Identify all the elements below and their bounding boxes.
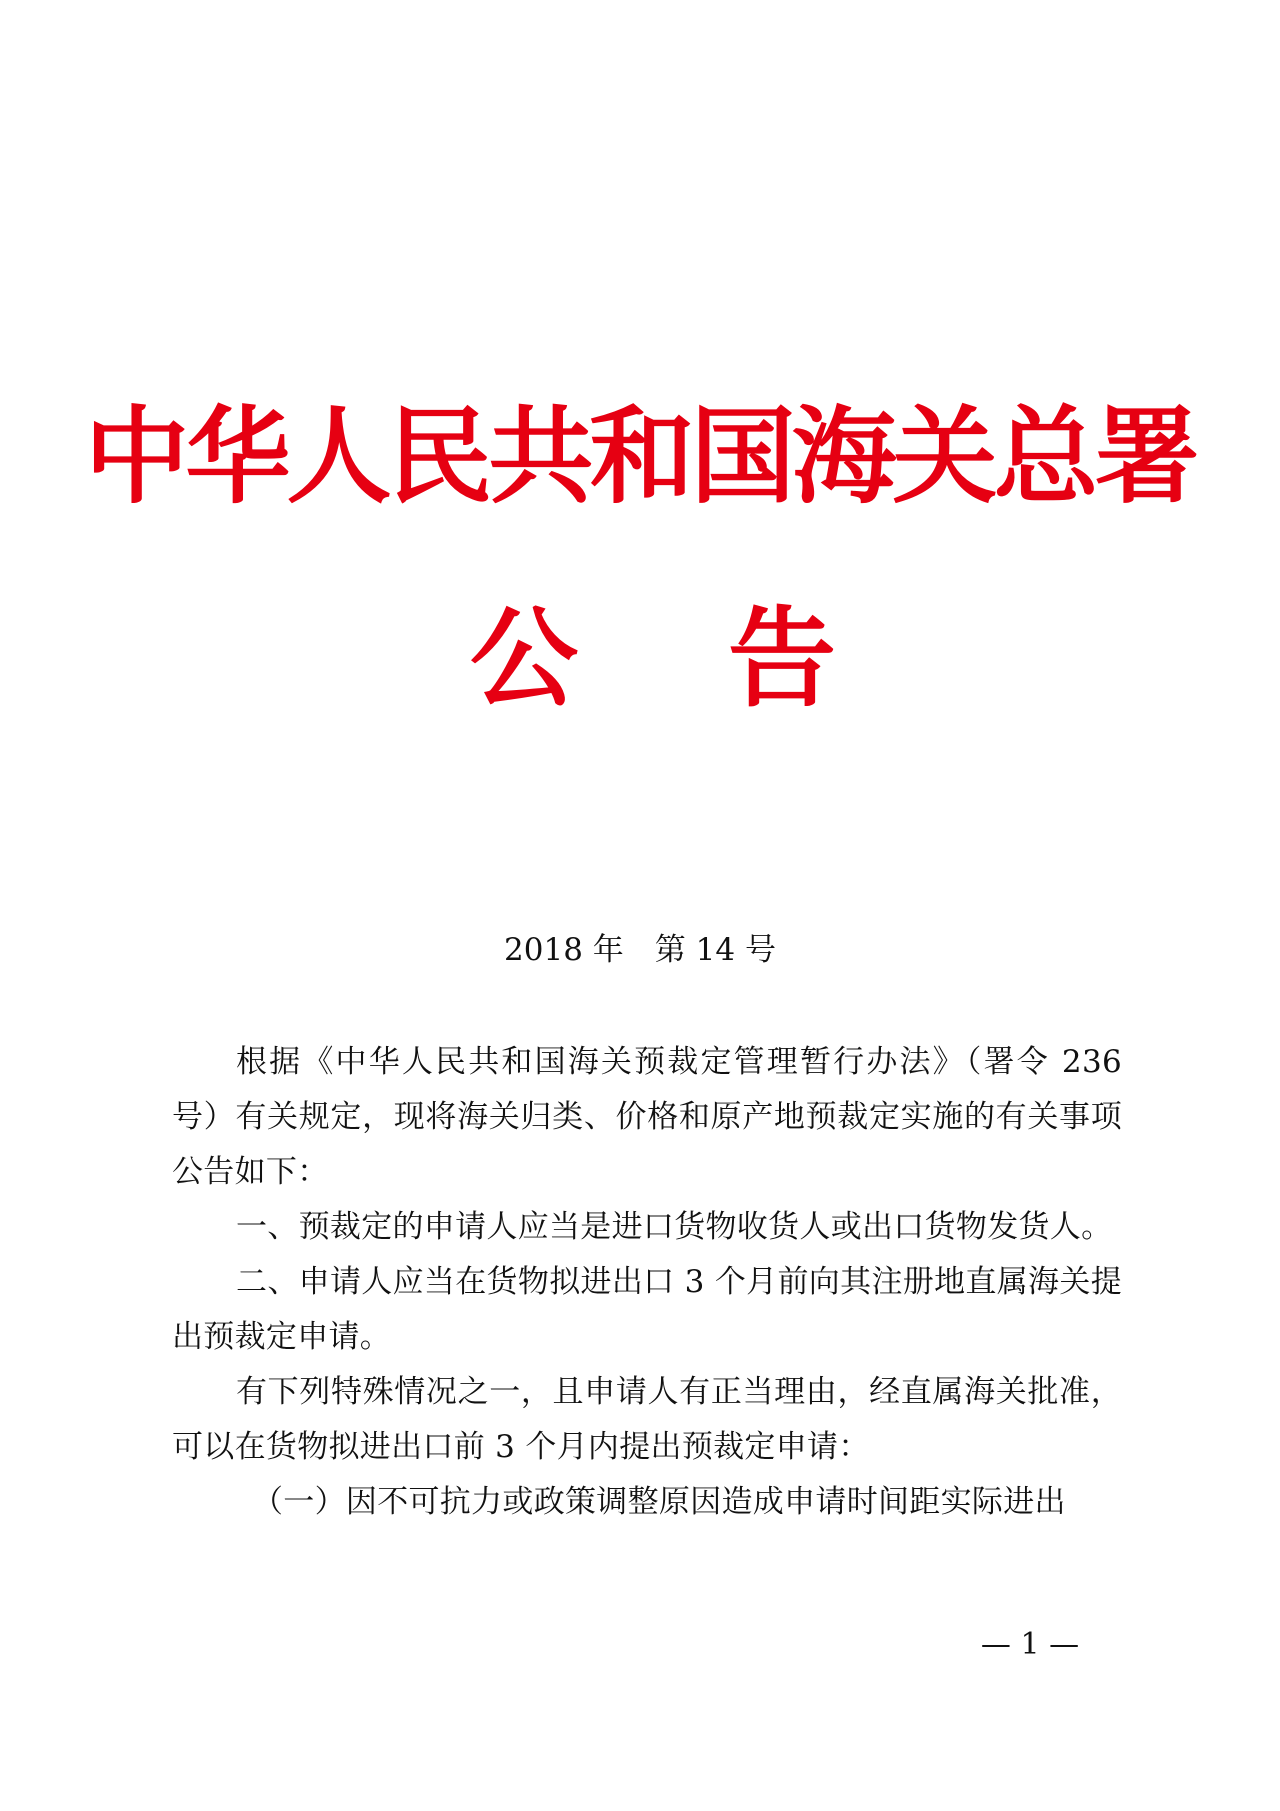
document-body: [172, 1035, 1122, 1530]
page-number: — 1 —: [980, 1627, 1080, 1662]
document-number: 2018 年 第 14 号: [504, 932, 776, 968]
body-paragraph-special-cases: 有下列特殊情况之一，且申请人有正当理由，经直属海关批准，可以在货物拟进出口前 3 个月内提出预裁定申请：: [172, 1374, 1122, 1465]
body-paragraph-item-2: 二、申请人应当在货物拟进出口 3 个月前向其注册地直属海关提出预裁定申请。: [172, 1264, 1122, 1355]
document-type-heading: [0, 595, 1280, 725]
body-paragraph-subitem-1: （一）因不可抗力或政策调整原因造成申请时间距实际进出: [252, 1484, 1066, 1520]
body-paragraph-item-1: 一、预裁定的申请人应当是进口货物收货人或出口货物发货人。: [236, 1209, 1113, 1245]
body-paragraph-intro: 根据《中华人民共和国海关预裁定管理暂行办法》（署令 236 号）有关规定，现将海关归类、价格和原产地预裁定实施的有关事项公告如下：: [172, 1044, 1122, 1190]
document-type-char-1: 公: [470, 597, 579, 722]
document-type-char-2: 告: [728, 597, 837, 722]
issuing-authority-title: 中华人民共和国海关总署: [84, 396, 1196, 518]
